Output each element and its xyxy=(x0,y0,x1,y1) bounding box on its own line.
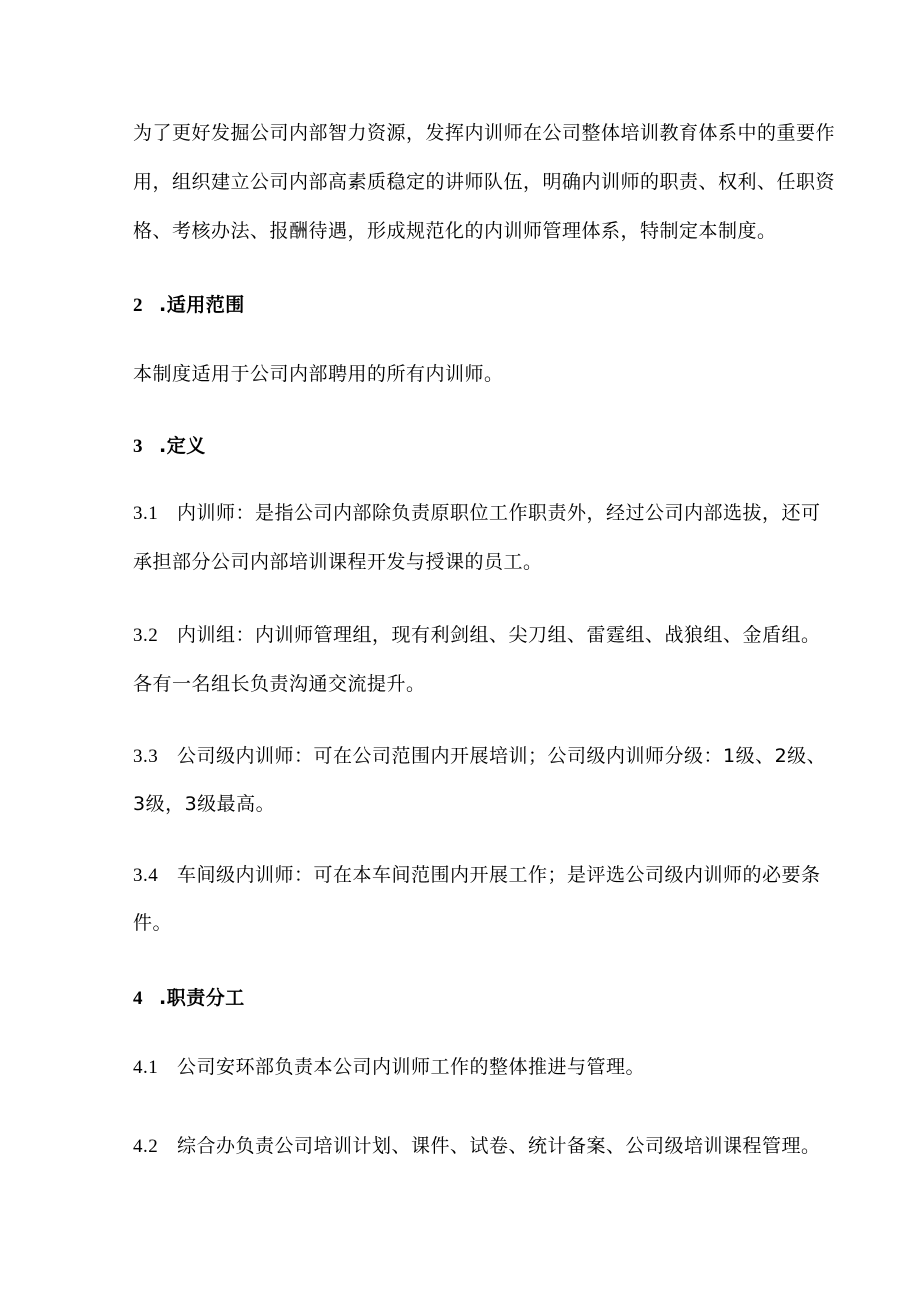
section-2-number: 2 xyxy=(133,295,143,316)
item-3-4-text: 车间级内训师：可在本车间范围内开展工作；是评选公司级内训师的必要条 xyxy=(177,864,821,886)
item-3-2-line-1 xyxy=(133,623,821,648)
item-3-3-line-2: 3级，3级最高。 xyxy=(133,793,276,815)
section-3-heading xyxy=(133,434,206,459)
item-4-2-text: 综合办负责公司培训计划、课件、试卷、统计备案、公司级培训课程管理。 xyxy=(177,1135,821,1157)
item-4-1-text: 公司安环部负责本公司内训师工作的整体推进与管理。 xyxy=(177,1056,646,1078)
item-3-3-line-1 xyxy=(133,744,826,769)
item-3-2-text: 内训组：内训师管理组，现有利剑组、尖刀组、雷霆组、战狼组、金盾组。 xyxy=(177,624,821,646)
item-3-1-line-1 xyxy=(133,501,821,526)
section-2-body: 本制度适用于公司内部聘用的所有内训师。 xyxy=(133,363,504,385)
section-2-heading xyxy=(133,293,245,318)
intro-line-1: 为了更好发掘公司内部智力资源，发挥内训师在公司整体培训教育体系中的重要作 xyxy=(133,122,836,144)
section-2-title: .适用范围 xyxy=(159,294,245,316)
section-4-heading xyxy=(133,986,245,1011)
item-3-3-text: 公司级内训师：可在公司范围内开展培训；公司级内训师分级：1级、2级、 xyxy=(177,745,827,767)
intro-line-2: 用，组织建立公司内部高素质稳定的讲师队伍，明确内训师的职责、权利、任职资 xyxy=(133,171,836,193)
item-3-1-number: 3.1 xyxy=(133,503,159,524)
section-3-title: .定义 xyxy=(159,435,206,457)
item-3-4-line-1 xyxy=(133,863,821,888)
item-3-3-number: 3.3 xyxy=(133,746,159,767)
section-4-number: 4 xyxy=(133,988,143,1009)
item-3-2-number: 3.2 xyxy=(133,625,159,646)
item-4-2-line-1 xyxy=(133,1134,821,1159)
item-4-1-line-1 xyxy=(133,1055,645,1080)
item-4-2-number: 4.2 xyxy=(133,1136,159,1157)
section-3-number: 3 xyxy=(133,436,143,457)
item-3-1-line-2: 承担部分公司内部培训课程开发与授课的员工。 xyxy=(133,551,543,573)
intro-line-3: 格、考核办法、报酬待遇，形成规范化的内训师管理体系，特制定本制度。 xyxy=(133,220,777,242)
item-4-1-number: 4.1 xyxy=(133,1057,159,1078)
item-3-2-line-2: 各有一名组长负责沟通交流提升。 xyxy=(133,673,426,695)
item-3-4-line-2: 件。 xyxy=(133,912,173,934)
item-3-4-number: 3.4 xyxy=(133,865,159,886)
item-3-1-text: 内训师：是指公司内部除负责原职位工作职责外，经过公司内部选拔，还可 xyxy=(177,502,821,524)
section-4-title: .职责分工 xyxy=(159,987,245,1009)
